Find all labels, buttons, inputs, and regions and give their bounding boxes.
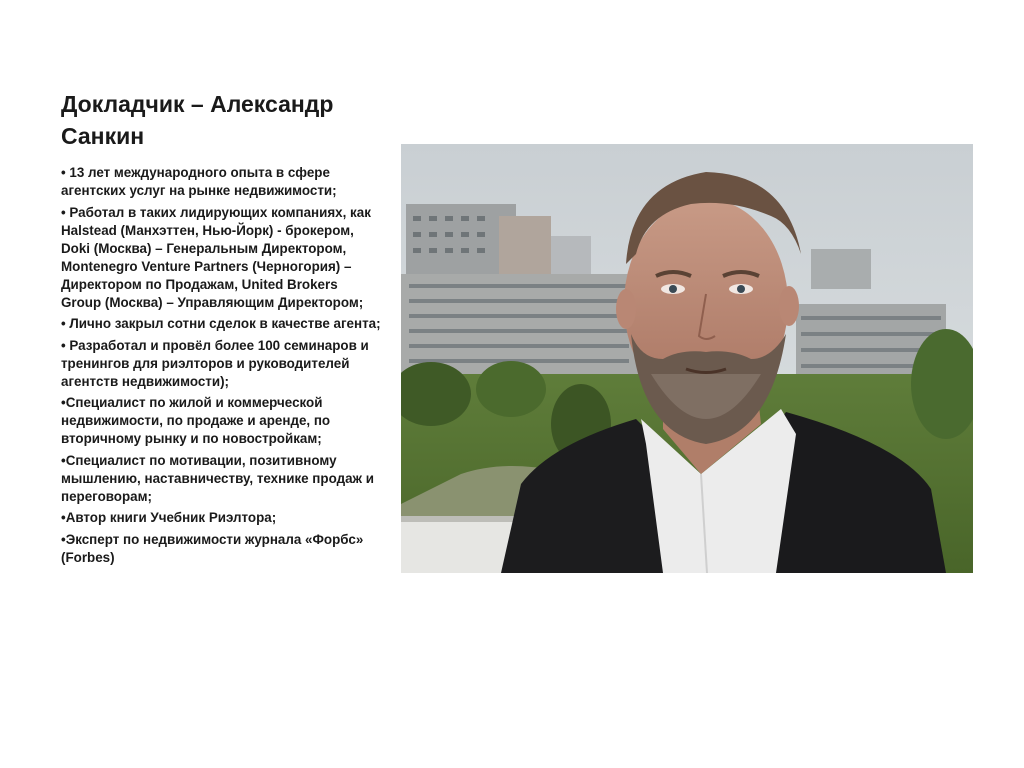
bullet-item: • Разработал и провёл более 100 семинаров и тренингов для риэлторов и руководителей агентств недвижимости); <box>61 337 369 389</box>
bullet-item: • 13 лет международного опыта в сфере агентских услуг на рынке недвижимости; <box>61 165 337 198</box>
bullet-item: •Специалист по жилой и коммерческой недвижимости, по продаже и аренде, по вторичному рынку и по новостройкам; <box>61 395 331 446</box>
bullet-item: •Специалист по мотивации, позитивному мышлению, наставничеству, технике продаж и переговорам; <box>61 452 374 504</box>
bullet-item: •Эксперт по недвижимости журнала «Форбс» (Forbes) <box>61 531 364 565</box>
slide-title: Докладчик – Александр Санкин <box>61 91 334 149</box>
speaker-photo <box>401 144 973 573</box>
bullet-item: • Лично закрыл сотни сделок в качестве агента; <box>61 316 381 331</box>
bullet-list <box>61 164 381 570</box>
bullet-item: • Работал в таких лидирующих компаниях, как Halstead (Манхэттен, Нью-Йорк) - брокером, Doki (Москва) – Генеральным Директором, Montenegro Venture Partners (Черногория) – Директором по Продажам, United Brokers Group (Москва) – Управляющим Директором; <box>61 204 371 310</box>
bullet-item: •Автор книги Учебник Риэлтора; <box>61 510 277 525</box>
